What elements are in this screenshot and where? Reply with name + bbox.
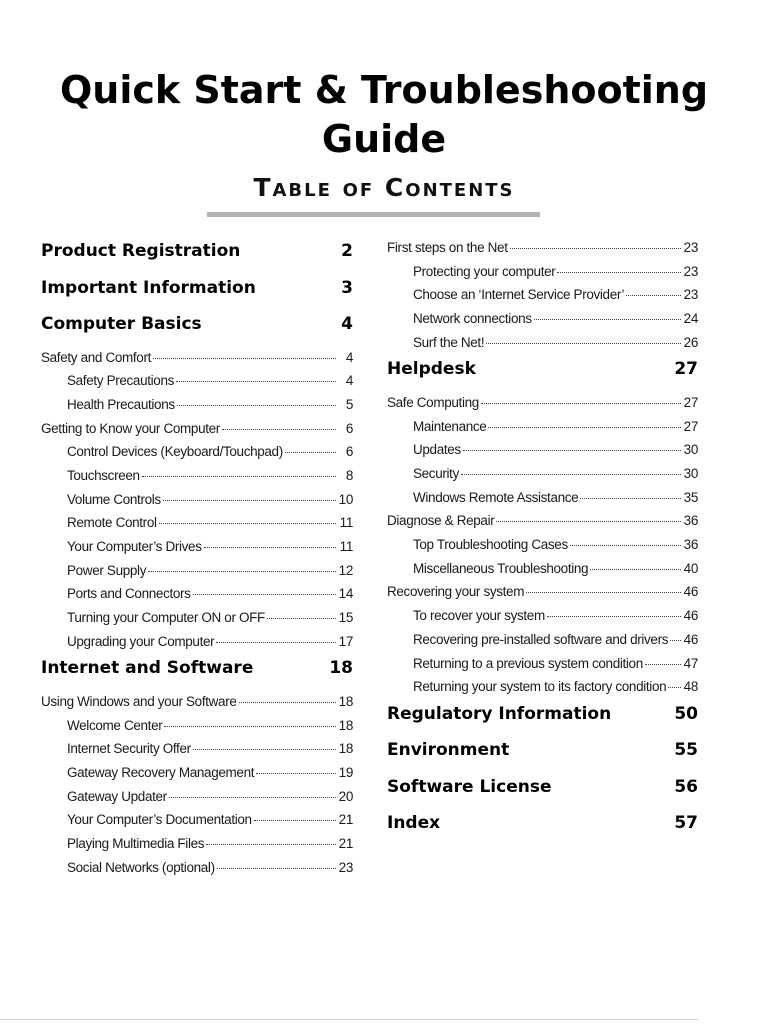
dot-leader — [496, 521, 680, 522]
dot-leader — [580, 498, 680, 499]
toc-subentry[interactable] — [387, 628, 698, 652]
toc-entry-label: Welcome Center — [67, 717, 163, 733]
toc-page-number: 14 — [338, 586, 353, 602]
dot-leader — [526, 592, 681, 593]
toc-subentry[interactable] — [41, 440, 353, 464]
toc-entry-label: Control Devices (Keyboard/Touchpad) — [67, 444, 283, 460]
toc-subentry[interactable] — [41, 808, 353, 832]
toc-page-number: 11 — [339, 515, 353, 531]
toc-page-number: 8 — [345, 467, 353, 483]
toc-page-number: 23 — [683, 240, 698, 255]
toc-entry-label: Safe Computing — [387, 394, 479, 410]
toc-entry[interactable] — [41, 346, 353, 370]
toc-page-number: 40 — [683, 560, 698, 576]
toc-page-number: 23 — [338, 859, 353, 875]
toc-entry[interactable] — [387, 391, 698, 415]
toc-subentry[interactable] — [387, 283, 698, 307]
toc-page-number: 23 — [683, 263, 698, 279]
toc-subentry[interactable] — [41, 488, 353, 512]
toc-page-number: 57 — [674, 813, 698, 834]
toc-page-number: 18 — [338, 693, 353, 709]
dot-leader — [645, 664, 681, 665]
toc-page-number: 11 — [339, 539, 353, 554]
dot-leader — [222, 429, 336, 430]
toc-subentry[interactable] — [387, 652, 698, 676]
toc-section-heading[interactable] — [41, 309, 353, 346]
dot-leader — [254, 820, 336, 821]
toc-entry-label: Recovering your system — [387, 584, 525, 600]
toc-subentry[interactable] — [387, 462, 698, 486]
toc-entry-label: Returning to a previous system condition — [413, 655, 643, 671]
toc-entry-label: Remote Control — [67, 515, 157, 531]
dot-leader — [153, 358, 336, 359]
toc-subentry[interactable] — [41, 856, 353, 880]
document-title-line-2: Guide — [321, 117, 447, 161]
toc-subentry[interactable] — [387, 486, 698, 510]
toc-entry-label: Your Computer’s Documentation — [67, 812, 252, 828]
toc-subentry[interactable] — [41, 535, 353, 559]
toc-section-heading[interactable] — [41, 236, 353, 273]
toc-page-number: 27 — [683, 394, 698, 410]
toc-subentry[interactable] — [41, 393, 353, 417]
toc-page-number: 4 — [345, 349, 353, 365]
toc-entry-label: Your Computer’s Drives — [67, 539, 202, 554]
toc-subentry[interactable] — [387, 557, 698, 581]
toc-subentry[interactable] — [41, 369, 353, 393]
dot-leader — [216, 642, 335, 643]
toc-entry-label: Surf the Net! — [413, 334, 485, 350]
toc-page-number: 18 — [338, 741, 353, 757]
toc-section-label: Regulatory Information — [387, 703, 612, 724]
toc-page-number: 27 — [674, 359, 698, 380]
dot-leader — [626, 295, 681, 296]
toc-section-heading[interactable] — [387, 735, 698, 772]
toc-entry-label: Getting to Know your Computer — [41, 420, 220, 436]
toc-entry-label: Choose an ‘Internet Service Provider’ — [413, 287, 625, 303]
dot-leader — [239, 702, 336, 703]
table-of-contents-heading: Table of Contents — [253, 173, 515, 202]
toc-page-number: 18 — [338, 717, 353, 733]
toc-page-number: 46 — [683, 584, 698, 600]
toc-section-heading[interactable] — [387, 772, 698, 809]
toc-entry-label: Power Supply — [67, 562, 147, 578]
toc-page-number: 30 — [683, 466, 698, 481]
toc-subentry[interactable] — [41, 464, 353, 488]
toc-subentry[interactable] — [387, 604, 698, 628]
dot-leader — [177, 405, 336, 406]
toc-subentry[interactable] — [387, 675, 698, 699]
toc-page-number: 3 — [341, 277, 353, 298]
toc-subentry[interactable] — [41, 559, 353, 583]
toc-section-heading[interactable] — [387, 699, 698, 736]
toc-page-number: 5 — [345, 396, 353, 412]
dot-leader — [164, 726, 335, 727]
toc-subentry[interactable] — [387, 438, 698, 462]
toc-page-number: 56 — [674, 776, 698, 797]
page-bottom-divider — [0, 1019, 698, 1020]
toc-page-number: 4 — [345, 373, 353, 389]
toc-page-number: 17 — [338, 633, 353, 649]
dot-leader — [486, 343, 680, 344]
toc-section-heading[interactable] — [41, 273, 353, 310]
toc-entry-label: Turning your Computer ON or OFF — [67, 610, 265, 626]
toc-section-label: Important Information — [41, 277, 256, 298]
toc-page-number: 15 — [338, 610, 353, 626]
dot-leader — [547, 616, 681, 617]
toc-page-number: 55 — [674, 740, 698, 761]
document-title-line-1: Quick Start & Troubleshooting — [59, 68, 709, 112]
toc-subentry[interactable] — [387, 260, 698, 284]
toc-section-label: Product Registration — [41, 241, 241, 261]
toc-subentry[interactable] — [41, 630, 353, 654]
toc-page-number: 10 — [338, 491, 353, 507]
toc-entry-label: Health Precautions — [67, 396, 175, 412]
toc-entry-label: First steps on the Net — [387, 240, 508, 255]
dot-leader — [670, 640, 681, 641]
dot-leader — [206, 844, 336, 845]
toc-entry-label: Safety Precautions — [67, 373, 175, 389]
toc-section-label: Computer Basics — [41, 314, 202, 334]
toc-section-label: Software License — [387, 776, 552, 797]
toc-page-number: 47 — [683, 655, 698, 671]
toc-section-heading[interactable] — [387, 354, 698, 391]
toc-entry[interactable] — [41, 417, 353, 441]
dot-leader — [510, 248, 681, 249]
toc-subentry[interactable] — [387, 307, 698, 331]
dot-leader — [169, 797, 336, 798]
toc-entry[interactable] — [387, 580, 698, 604]
toc-entry-label: Returning your system to its factory condition — [413, 679, 667, 695]
dot-leader — [142, 476, 336, 477]
toc-page-number: 20 — [338, 788, 353, 804]
toc-page-number: 30 — [683, 442, 698, 458]
toc-page-number: 19 — [338, 765, 353, 780]
toc-entry-label: Gateway Recovery Management — [67, 765, 255, 780]
toc-entry-label: Safety and Comfort — [41, 349, 152, 365]
toc-subentry[interactable] — [41, 737, 353, 761]
toc-page-number: 2 — [341, 241, 353, 261]
toc-page-number: 26 — [683, 334, 698, 350]
toc-page-number: 18 — [329, 658, 353, 679]
dot-leader — [481, 403, 681, 404]
toc-left-column — [41, 236, 353, 879]
dot-leader — [256, 773, 336, 774]
toc-entry[interactable] — [41, 690, 353, 714]
toc-entry-label: Security — [413, 466, 459, 481]
dot-leader — [193, 749, 336, 750]
toc-entry-label: Gateway Updater — [67, 788, 167, 804]
title-divider — [207, 212, 540, 217]
toc-subentry[interactable] — [387, 533, 698, 557]
toc-page-number: 36 — [683, 513, 698, 529]
dot-leader — [176, 381, 336, 382]
toc-entry-label: Recovering pre-installed software and drivers — [413, 631, 669, 647]
toc-subentry[interactable] — [41, 582, 353, 606]
toc-page-number: 12 — [338, 562, 353, 578]
toc-subentry[interactable] — [387, 331, 698, 355]
toc-entry-label: Updates — [413, 442, 461, 458]
toc-entry-label: Volume Controls — [67, 491, 161, 507]
toc-entry-label: Network connections — [413, 311, 532, 327]
toc-page-number: 46 — [683, 608, 698, 624]
toc-subentry[interactable] — [41, 785, 353, 809]
toc-entry-label: Diagnose & Repair — [387, 513, 495, 529]
toc-section-label: Environment — [387, 740, 510, 761]
toc-page-number: 24 — [683, 311, 698, 327]
dot-leader — [557, 272, 680, 273]
toc-page-number: 46 — [683, 631, 698, 647]
dot-leader — [590, 569, 680, 570]
toc-section-heading[interactable] — [41, 653, 353, 690]
dot-leader — [488, 427, 680, 428]
dot-leader — [148, 571, 336, 572]
toc-entry-label: Playing Multimedia Files — [67, 836, 205, 852]
toc-page-number: 21 — [338, 812, 353, 828]
toc-section-label: Internet and Software — [41, 658, 254, 679]
toc-page-number: 6 — [345, 444, 353, 460]
toc-page-number: 23 — [683, 287, 698, 303]
toc-subentry[interactable] — [387, 415, 698, 439]
toc-entry-label: Top Troubleshooting Cases — [413, 537, 568, 553]
toc-page-number: 36 — [683, 537, 698, 553]
toc-entry-label: Maintenance — [413, 418, 487, 434]
toc-entry-label: Protecting your computer — [413, 263, 556, 279]
dot-leader — [217, 868, 336, 869]
toc-section-label: Helpdesk — [387, 359, 476, 380]
toc-entry-label: Ports and Connectors — [67, 586, 191, 602]
toc-subentry[interactable] — [41, 511, 353, 535]
toc-page-number: 35 — [683, 489, 698, 505]
toc-entry-label: Touchscreen — [67, 467, 140, 483]
toc-subentry[interactable] — [41, 832, 353, 856]
toc-section-heading[interactable] — [387, 808, 698, 845]
dot-leader — [163, 500, 336, 501]
dot-leader — [570, 545, 681, 546]
toc-right-column — [387, 236, 698, 845]
dot-leader — [285, 452, 336, 453]
dot-leader — [204, 547, 336, 548]
dot-leader — [463, 450, 681, 451]
toc-entry-label: Upgrading your Computer — [67, 633, 215, 649]
dot-leader — [534, 319, 681, 320]
toc-entry[interactable] — [387, 509, 698, 533]
toc-entry-label: Using Windows and your Software — [41, 693, 237, 709]
toc-entry-label: To recover your system — [413, 608, 545, 624]
toc-entry-label: Internet Security Offer — [67, 741, 191, 757]
toc-subentry[interactable] — [41, 761, 353, 785]
toc-entry-label: Social Networks (optional) — [67, 859, 215, 875]
toc-page-number: 21 — [338, 836, 353, 852]
dot-leader — [668, 687, 680, 688]
toc-entry-label: Miscellaneous Troubleshooting — [413, 560, 589, 576]
toc-page-number: 50 — [674, 703, 698, 724]
toc-entry[interactable] — [387, 236, 698, 260]
dot-leader — [461, 474, 681, 475]
toc-section-label: Index — [387, 813, 441, 834]
toc-page-number: 27 — [683, 418, 698, 434]
toc-entry-label: Windows Remote Assistance — [413, 489, 579, 505]
toc-subentry[interactable] — [41, 606, 353, 630]
dot-leader — [193, 594, 336, 595]
dot-leader — [159, 523, 336, 524]
toc-page-number: 6 — [345, 420, 353, 436]
dot-leader — [267, 618, 336, 619]
toc-page-number: 48 — [683, 679, 698, 695]
toc-page-number: 4 — [341, 314, 353, 334]
toc-subentry[interactable] — [41, 714, 353, 738]
